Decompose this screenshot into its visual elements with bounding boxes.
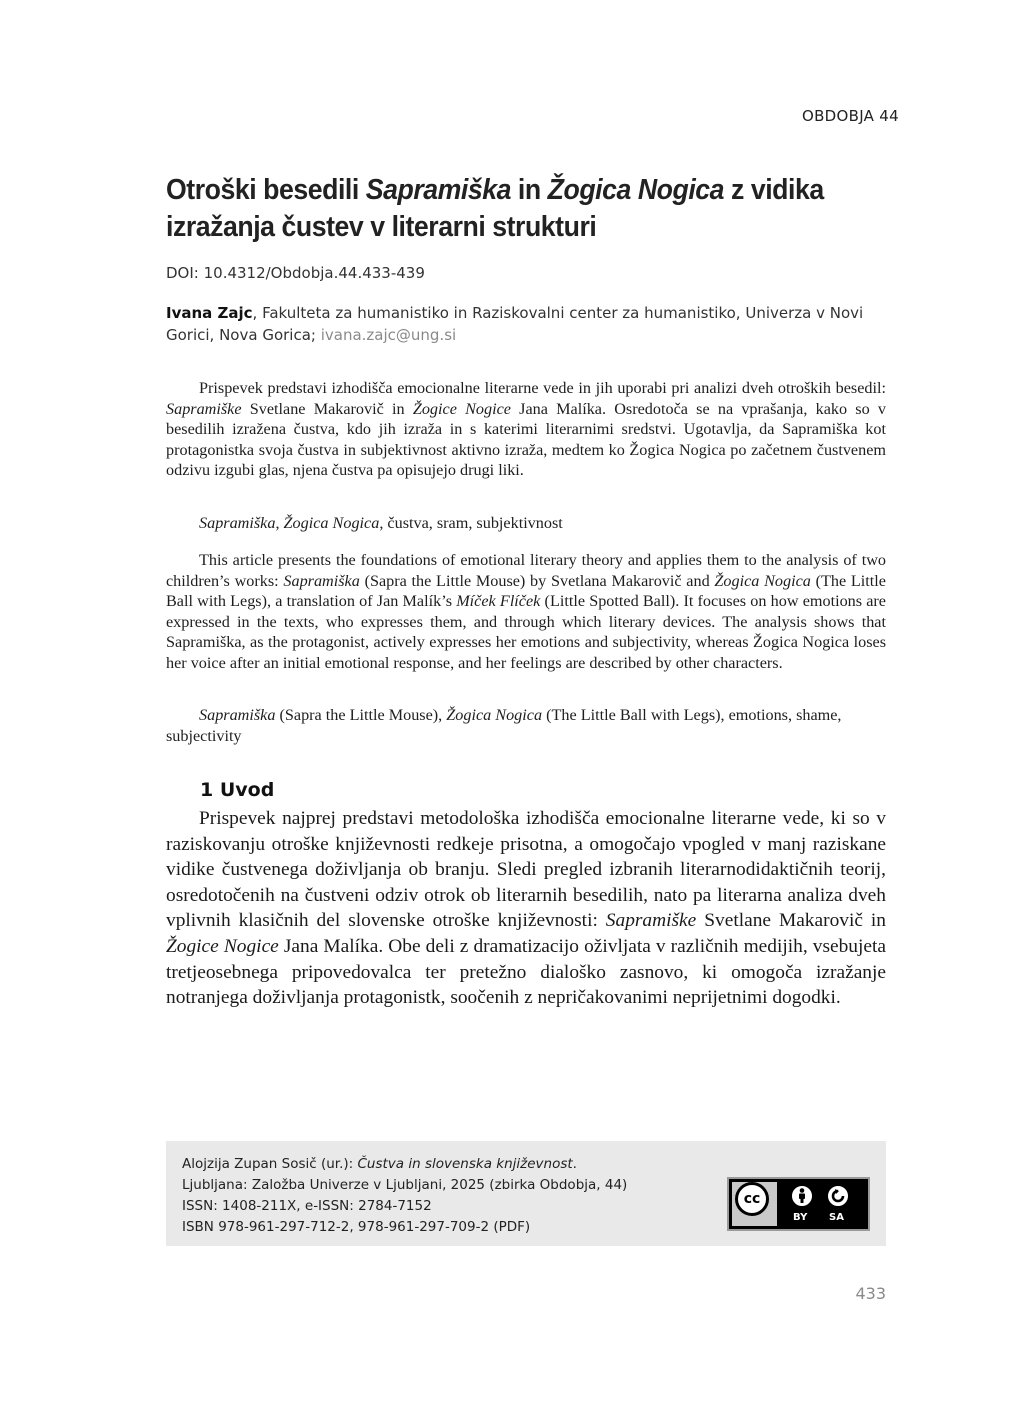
- cc-icon: cc: [735, 1182, 769, 1216]
- isbn: ISBN 978-961-297-712-2, 978-961-297-709-2 (PDF): [182, 1219, 531, 1235]
- body-text: Prispevek najprej predstavi metodološka izhodišča emocionalne literarne vede, ki so v raziskovanju otroške književnosti redkeje prisotna, a omogočajo vpogled v manj raziskane vidike čustvenega doživljanja ob branju. Sledi pregled izbranih literarnodidaktičnih teorij, osredotočenih na čustveni odziv otrok ob literarnih besedilih, nato pa literarna analiza dveh vplivnih klasičnih del slovenske otroške književnosti: Sapramiške Svetlane Makarovič in Žogice Nogice Jana Malíka. Obe deli z dramatizacijo oživljata v različnih medijih, vsebujeta tretjeosebnega pripovedovalca ter pretežno dialoško zasnovo, ki omogoča izražanje notranjega doživljanja protagonistk, soočenih z nepričakovanimi neprijetnimi dogodki.: [166, 808, 886, 1009]
- author-email[interactable]: ivana.zajc@ung.si: [320, 326, 457, 344]
- author-affiliation: Ivana Zajc, Fakulteta za humanistiko in Raziskovalni center za humanistiko, Univerza v Novi Gorici, Nova Gorica; ivana.zajc@ung.si: [166, 304, 864, 344]
- page-number: 433: [855, 1284, 886, 1303]
- abstract-english: This article presents the foundations of emotional literary theory and applies them to the analysis of two children’s works: Sapramiška (Sapra the Little Mouse) by Svetlana Makarovič and Žogica Nogica (The Little Ball with Legs), a translation of Jan Malík’s Míček Flíček (Little Spotted Ball). It focuses on how emotions are expressed in the texts, who expresses them, and through which literary devices. The analysis shows that Sapramiška, as the protagonist, actively expresses her emotions and subjectivity, whereas Žogica Nogica loses her voice after an initial emotional response, and her feelings are described by other characters.: [166, 551, 886, 672]
- by-label: BY: [793, 1212, 808, 1223]
- doi: DOI: 10.4312/Obdobja.44.433-439: [166, 264, 425, 282]
- publication-info: [182, 1154, 627, 1238]
- section-heading: 1 Uvod: [200, 779, 275, 801]
- share-alike-icon: [825, 1183, 851, 1209]
- keywords-english: Sapramiška (Sapra the Little Mouse), Žogica Nogica (The Little Ball with Legs), emotions, shame, subjectivity: [166, 706, 842, 745]
- publisher: Ljubljana: Založba Univerze v Ljubljani, 2025 (zbirka Obdobja, 44): [182, 1177, 628, 1193]
- book-citation: Alojzija Zupan Sosič (ur.): Čustva in slovenska književnost.: [182, 1156, 577, 1172]
- issn: ISSN: 1408-211X, e-ISSN: 2784-7152: [182, 1198, 432, 1214]
- publication-info-box: [166, 1141, 886, 1246]
- article-title: Otroški besedili Sapramiška in Žogica Nogica z vidika izražanja čustev v literarni strukturi: [166, 174, 824, 243]
- cc-by-sa-license-badge: [727, 1177, 870, 1231]
- abstract-slovenian: Prispevek predstavi izhodišča emocionalne literarne vede in jih uporabi pri analizi dveh otroških besedil: Sapramiške Svetlane Makarovič in Žogice Nogice Jana Malíka. Osredotoča se na vprašanja, kako so v besedilih izražena čustva, kdo jih izraža in s katerimi literarnimi sredstvi. Ugotavlja, da Sapramiška kot protagonistka svoja čustva in subjektivnost aktivno izraža, medtem ko Žogica Nogica po začetnem čustvenem odzivu izgubi glas, njena čustva pa opisujejo drugi liki.: [166, 379, 886, 479]
- attribution-icon: [789, 1183, 815, 1209]
- running-header: OBDOBJA 44: [801, 107, 899, 125]
- keywords-slovenian: Sapramiška, Žogica Nogica, čustva, sram, subjektivnost: [199, 514, 563, 532]
- author-name: Ivana Zajc: [166, 304, 253, 322]
- sa-label: SA: [829, 1212, 844, 1223]
